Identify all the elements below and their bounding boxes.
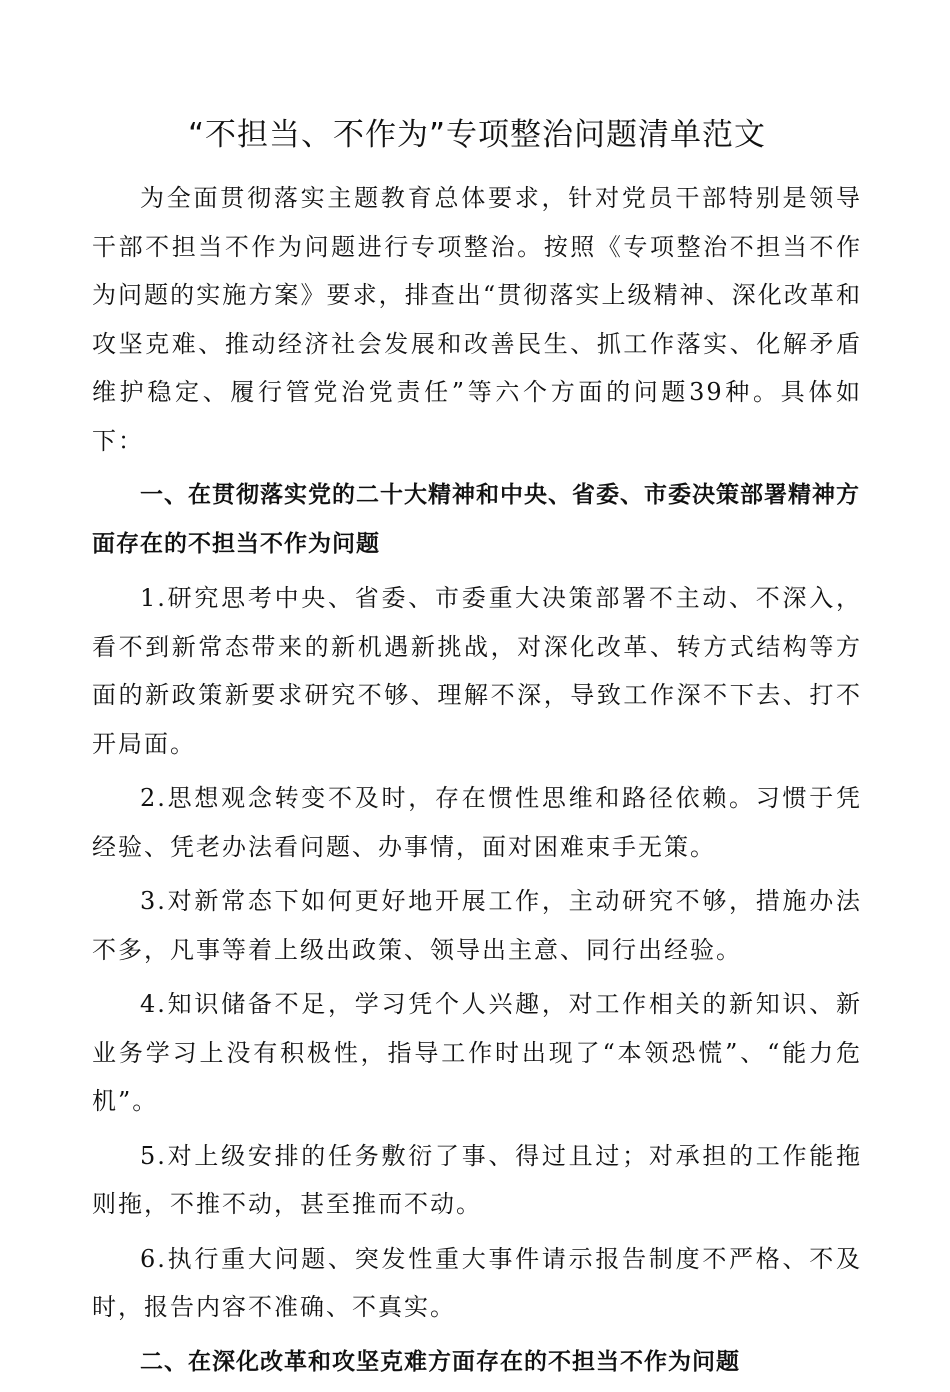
section-1-item-4: 4.知识储备不足，学习凭个人兴趣，对工作相关的新知识、新业务学习上没有积极性，指导工作时出现了“本领恐慌”、“能力危机”。 bbox=[92, 990, 862, 1115]
section-2-heading: 二、在深化改革和攻坚克难方面存在的不担当不作为问题 bbox=[140, 1348, 740, 1375]
intro-paragraph: 为全面贯彻落实主题教育总体要求，针对党员干部特别是领导干部不担当不作为问题进行专项整治。按照《专项整治不担当不作为问题的实施方案》要求，排查出“贯彻落实上级精神、深化改革和攻坚克难、推动经济社会发展和改善民生、抓工作落实、化解矛盾维护稳定、履行管党治党责任”等六个方面的问题39种。具体如下： bbox=[92, 184, 862, 455]
section-1-item-2: 2.思想观念转变不及时，存在惯性思维和路径依赖。习惯于凭经验、凭老办法看问题、办事情，面对困难束手无策。 bbox=[92, 784, 862, 861]
section-1-item-6: 6.执行重大问题、突发性重大事件请示报告制度不严格、不及时，报告内容不准确、不真实。 bbox=[92, 1244, 862, 1321]
section-1-item-1: 1.研究思考中央、省委、市委重大决策部署不主动、不深入，看不到新常态带来的新机遇新挑战，对深化改革、转方式结构等方面的新政策新要求研究不够、理解不深，导致工作深不下去、打不开局面。 bbox=[92, 584, 862, 758]
section-1-heading: 一、在贯彻落实党的二十大精神和中央、省委、市委决策部署精神方面存在的不担当不作为问题 bbox=[92, 482, 860, 557]
section-1-item-3: 3.对新常态下如何更好地开展工作，主动研究不够，措施办法不多，凡事等着上级出政策、领导出主意、同行出经验。 bbox=[92, 887, 862, 964]
document-title: “不担当、不作为”专项整治问题清单范文 bbox=[187, 117, 767, 153]
document-page bbox=[92, 108, 862, 1392]
section-1-item-5: 5.对上级安排的任务敷衍了事、得过且过；对承担的工作能拖则拖，不推不动，甚至推而不动。 bbox=[92, 1141, 862, 1218]
